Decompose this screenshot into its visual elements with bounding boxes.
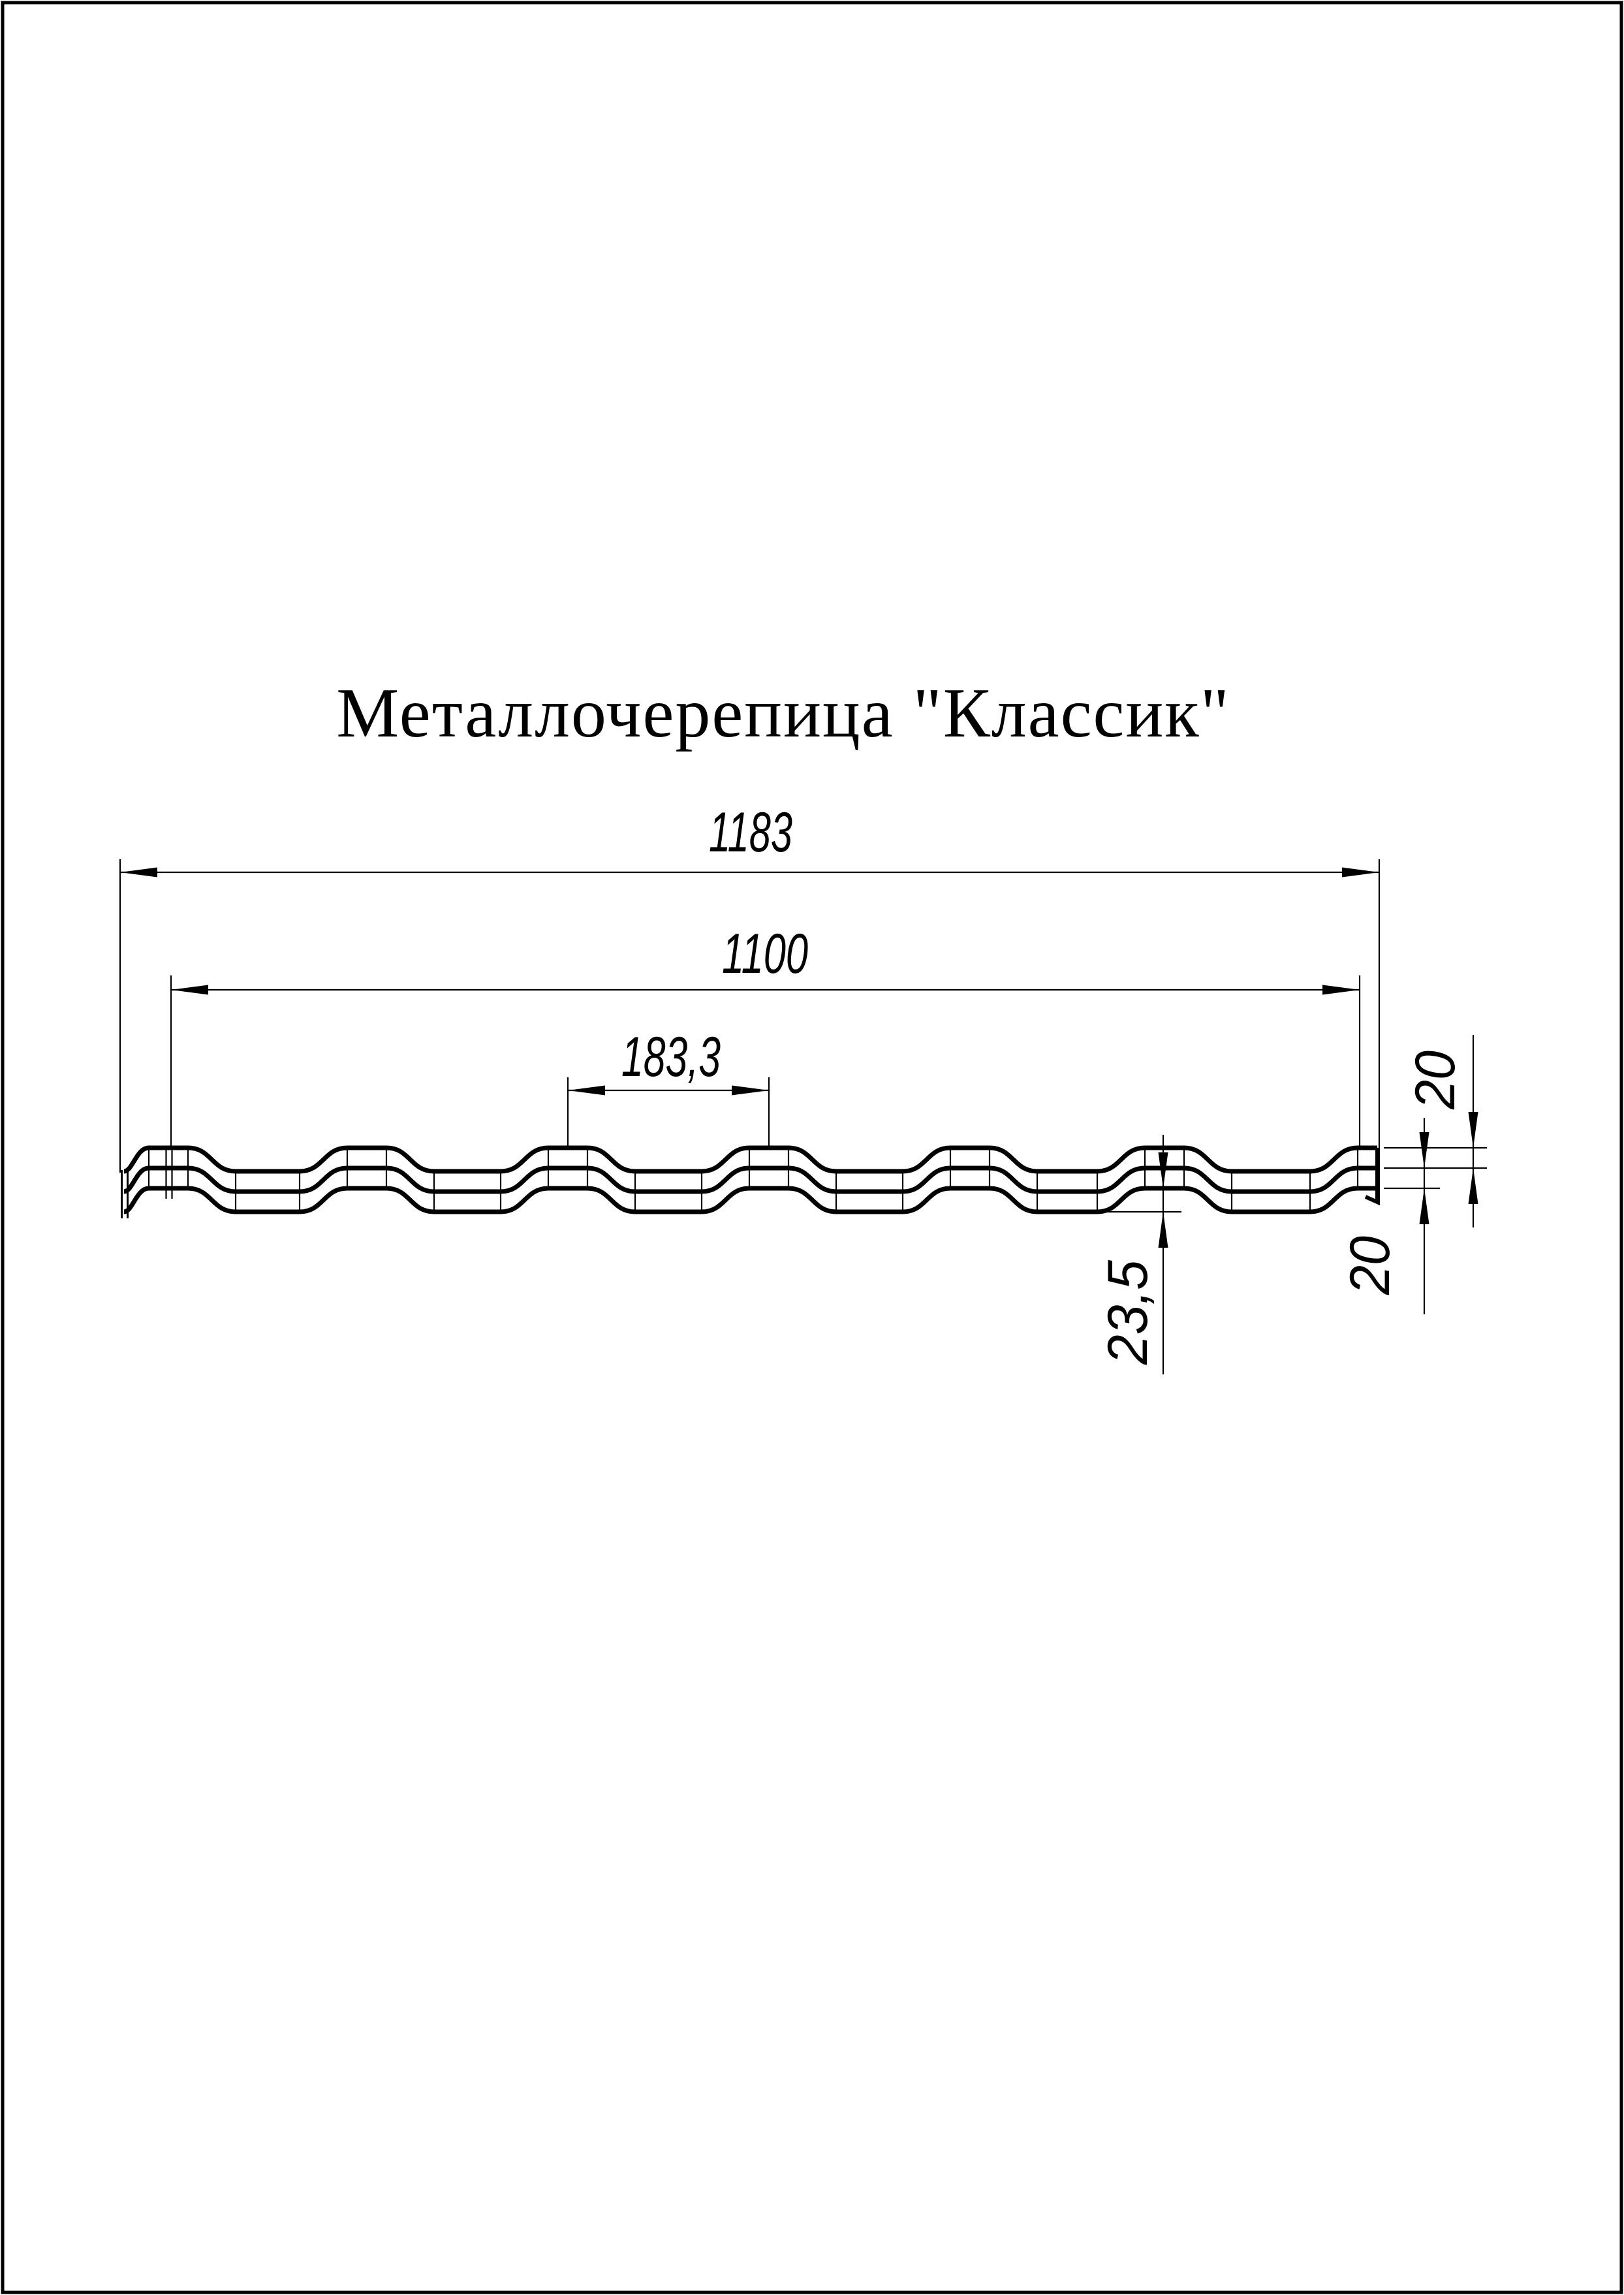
dim-step-top-value: 20 [1404,1047,1467,1109]
dimension-arrowhead [1469,1112,1478,1148]
dim-profile-height-value: 23,5 [1097,1255,1159,1365]
dimension-arrowhead [1420,1132,1429,1168]
dimension-cover-width [171,975,1360,1147]
dim-overall-width-value: 1183 [709,801,793,864]
dim-wave-pitch-value: 183,3 [621,1026,721,1088]
right-edge-line [1366,1148,1377,1202]
sheet-profile [122,1148,1378,1218]
dimension-arrowhead [1322,985,1360,995]
dimension-arrowhead [1342,868,1379,878]
dimension-arrowhead [1159,1212,1168,1248]
dimension-arrowhead [568,1086,605,1096]
dim-step-bottom-value: 20 [1339,1232,1401,1295]
dimension-arrowhead [120,868,157,878]
dimension-arrowhead [732,1086,769,1096]
dimension-arrowhead [171,985,208,995]
sheet-bottom-near-edge [124,1188,1377,1212]
dimension-arrowhead [1420,1188,1429,1224]
drawing-title: Металлочерепица "Классик" [336,674,1230,752]
dim-cover-width-value: 1100 [722,923,809,985]
dimension-arrowhead [1469,1168,1478,1204]
